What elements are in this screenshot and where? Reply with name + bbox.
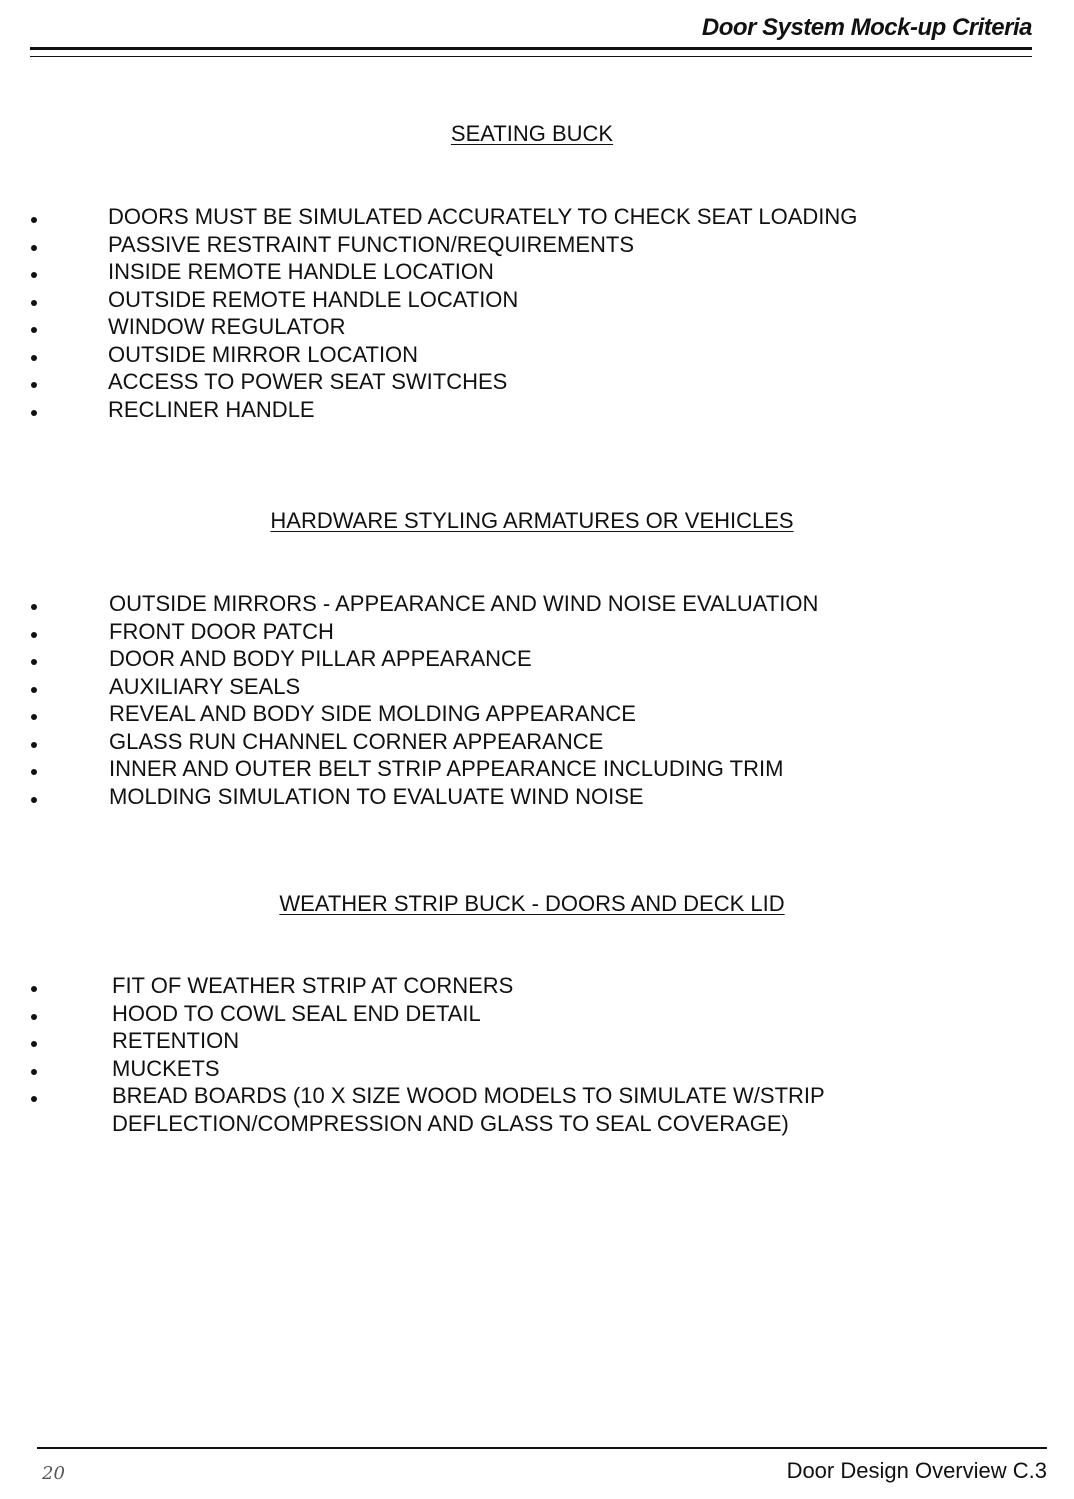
list-item: DOOR AND BODY PILLAR APPEARANCE [0, 645, 818, 673]
list-item: DOORS MUST BE SIMULATED ACCURATELY TO CHECK SEAT LOADING [0, 203, 857, 231]
list-item: OUTSIDE MIRROR LOCATION [0, 341, 857, 369]
list-item: ACCESS TO POWER SEAT SWITCHES [0, 368, 857, 396]
list-item: HOOD TO COWL SEAL END DETAIL [0, 1000, 825, 1028]
list-item: RECLINER HANDLE [0, 396, 857, 424]
section-heading-weather-strip-buck: WEATHER STRIP BUCK - DOORS AND DECK LID [279, 891, 785, 916]
section-heading-hardware-styling: HARDWARE STYLING ARMATURES OR VEHICLES [270, 508, 794, 533]
footer-rule [37, 1447, 1047, 1449]
list-item: INSIDE REMOTE HANDLE LOCATION [0, 258, 857, 286]
section-heading-seating-buck: SEATING BUCK [450, 121, 614, 146]
bullet-icon [31, 604, 37, 610]
weather-strip-buck-list [0, 972, 825, 1137]
bullet-icon [31, 986, 37, 992]
list-item: REVEAL AND BODY SIDE MOLDING APPEARANCE [0, 700, 818, 728]
list-item: FIT OF WEATHER STRIP AT CORNERS [0, 972, 825, 1000]
list-item: MOLDING SIMULATION TO EVALUATE WIND NOISE [0, 783, 818, 811]
bullet-icon [31, 300, 37, 306]
list-item-continuation: DEFLECTION/COMPRESSION AND GLASS TO SEAL COVERAGE) [112, 1110, 789, 1136]
bullet-icon [31, 714, 37, 720]
bullet-icon [31, 659, 37, 665]
bullet-icon [31, 1014, 37, 1020]
bullet-icon [31, 355, 37, 361]
page-number: 20 [42, 1463, 65, 1484]
bullet-icon [31, 327, 37, 333]
page-header-title: Door System Mock-up Criteria [701, 14, 1032, 41]
bullet-icon [31, 769, 37, 775]
bullet-icon [31, 797, 37, 803]
list-item: OUTSIDE MIRRORS - APPEARANCE AND WIND NOISE EVALUATION [0, 590, 818, 618]
bullet-icon [31, 272, 37, 278]
bullet-icon [31, 1096, 37, 1102]
list-item: RETENTION [0, 1027, 825, 1055]
bullet-icon [31, 632, 37, 638]
list-item: WINDOW REGULATOR [0, 313, 857, 341]
hardware-styling-list [0, 590, 818, 810]
list-item: OUTSIDE REMOTE HANDLE LOCATION [0, 286, 857, 314]
list-item: BREAD BOARDS (10 X SIZE WOOD MODELS TO SIMULATE W/STRIP [0, 1082, 825, 1110]
footer-title: Door Design Overview C.3 [786, 1458, 1047, 1483]
header-rule-top [30, 47, 1032, 50]
list-item: INNER AND OUTER BELT STRIP APPEARANCE INCLUDING TRIM [0, 755, 818, 783]
list-item: MUCKETS [0, 1055, 825, 1083]
bullet-icon [31, 217, 37, 223]
bullet-icon [31, 742, 37, 748]
list-item: PASSIVE RESTRAINT FUNCTION/REQUIREMENTS [0, 231, 857, 259]
list-item: AUXILIARY SEALS [0, 673, 818, 701]
bullet-icon [31, 687, 37, 693]
list-item: FRONT DOOR PATCH [0, 618, 818, 646]
header-rule-bottom [30, 56, 1032, 57]
bullet-icon [31, 382, 37, 388]
bullet-icon [31, 245, 37, 251]
bullet-icon [31, 1069, 37, 1075]
bullet-icon [31, 410, 37, 416]
seating-buck-list [0, 203, 857, 423]
bullet-icon [31, 1041, 37, 1047]
list-item: GLASS RUN CHANNEL CORNER APPEARANCE [0, 728, 818, 756]
